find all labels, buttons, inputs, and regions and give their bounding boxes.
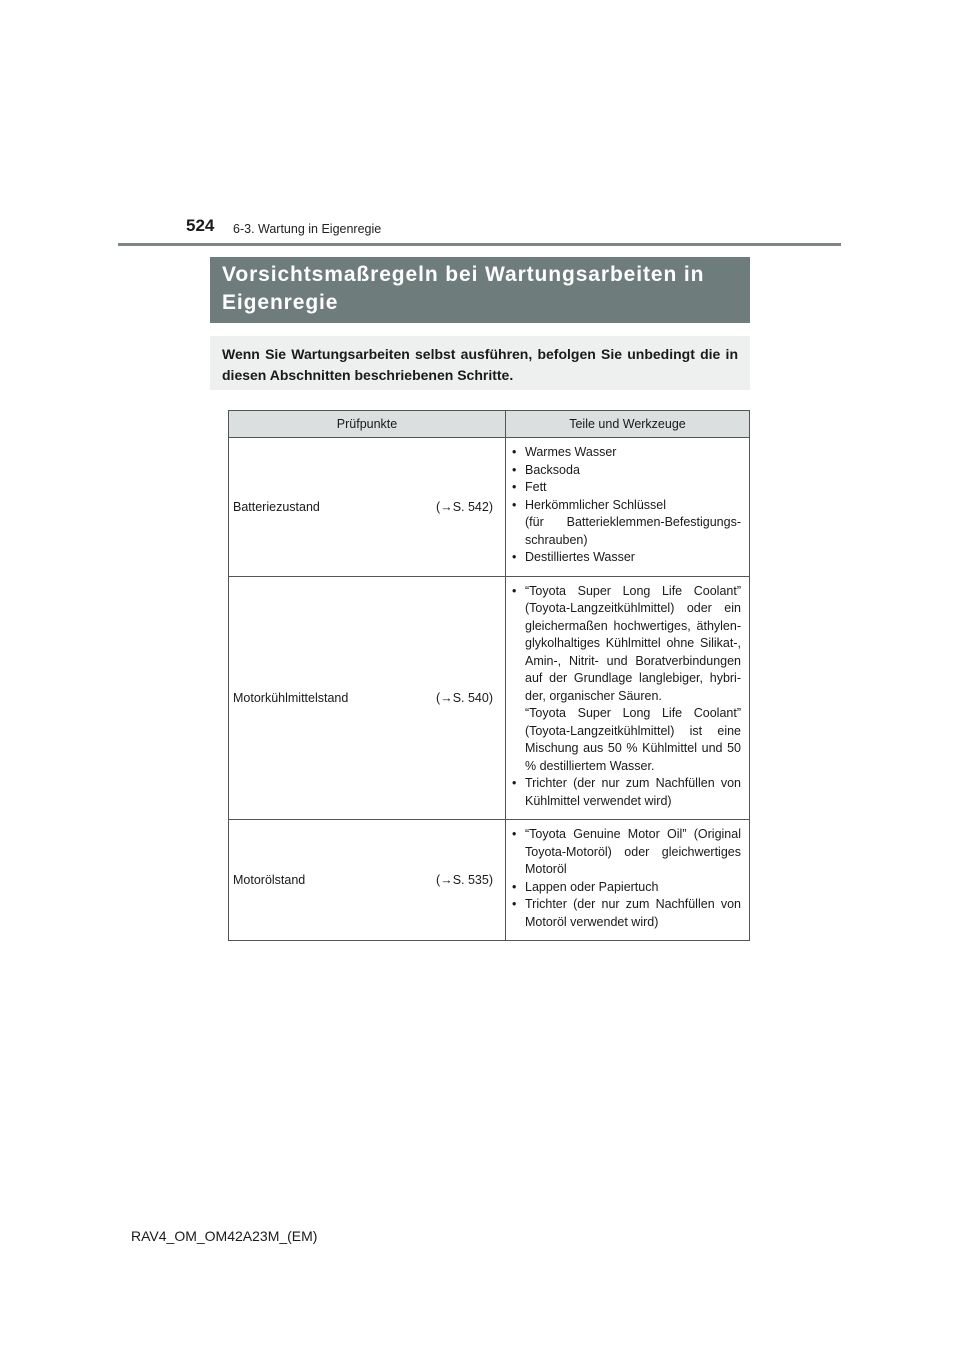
list-item-note: “Toyota Super Long Life Coolant” (Toyota-Langzeitkühlmittel) ist eine Mischung aus 50 % Kühlmittel und 50 % destilliertem Wasser. <box>525 706 741 773</box>
col-header-parts-tools: Teile und Werkzeuge <box>506 411 750 438</box>
table-row <box>229 576 750 820</box>
list-item: • Fett <box>512 480 547 494</box>
section-reference: 6-3. Wartung in Eigenregie <box>233 222 382 236</box>
page-title-line1: Vorsichtsmaßregeln bei Wartungsarbeiten in <box>222 263 705 286</box>
page-ref: (→S. 535) <box>436 873 493 887</box>
page-title <box>222 261 738 317</box>
list-item: • Lappen oder Papiertuch <box>512 879 659 894</box>
maintenance-table <box>228 410 750 941</box>
title-box <box>210 257 750 323</box>
list-item: • Destilliertes Wasser <box>512 550 635 564</box>
table-row <box>229 438 750 577</box>
list-item: • “Toyota Super Long Life Coolant” (Toyota-Langzeitkühlmittel) oder ein gleichermaßen hochwertiges, äthylen-glykolhaltiges Kühlmittel ohne Silikat-, Amin-, Nitrit- und Boratverbindungen auf der Grundlage langlebiger, hybri-der, organischer Säuren. “Toyota Super Long Life Coolant” (Toyota-Langzeitkühlmittel) ist eine Mischung aus 50 % Kühlmittel und 50 % destilliertem Wasser. <box>510 583 741 776</box>
intro-box <box>210 336 750 390</box>
list-item: • Trichter (der nur zum Nachfüllen von Kühlmittel verwendet wird) <box>512 776 741 808</box>
checkpoint-cell <box>229 438 506 577</box>
checkpoint-cell <box>229 820 506 941</box>
list-item-note: (für Batterieklemmen-Befestigungs-schrauben) <box>525 515 741 547</box>
tools-list <box>510 444 741 567</box>
page-ref: (→S. 540) <box>436 690 493 705</box>
tools-cell <box>506 576 750 820</box>
list-item: • “Toyota Genuine Motor Oil” (Original Toyota-Motoröl) oder gleichwertiges Motoröl <box>512 827 741 876</box>
list-item: • Backsoda <box>512 462 580 477</box>
intro-text: Wenn Sie Wartungsarbeiten selbst ausführen, befolgen Sie unbedingt die in diesen Abschnitten beschriebenen Schritte. <box>222 346 738 383</box>
checkpoint-name: Motorkühlmittelstand <box>233 690 349 705</box>
page-title-line2: Eigenregie <box>222 291 339 314</box>
table-row <box>229 820 750 941</box>
footer-code: RAV4_OM_OM42A23M_(EM) <box>131 1228 318 1244</box>
page-ref: (→S. 542) <box>436 499 493 514</box>
tools-cell <box>506 820 750 941</box>
page-number: 524 <box>186 216 215 235</box>
list-item: • Herkömmlicher Schlüssel (für Batterieklemmen-Befestigungs-schrauben) <box>510 497 741 550</box>
list-item: • Trichter (der nur zum Nachfüllen von Motoröl verwendet wird) <box>512 897 741 929</box>
col-header-checkpoints: Prüfpunkte <box>229 411 506 438</box>
table-header-row <box>229 411 750 438</box>
checkpoint-name: Batteriezustand <box>233 499 320 514</box>
checkpoint-cell <box>229 576 506 820</box>
tools-cell <box>506 438 750 577</box>
header-rule <box>118 243 841 246</box>
list-item: • Warmes Wasser <box>512 445 617 459</box>
checkpoint-name: Motorölstand <box>233 873 306 887</box>
tools-list <box>510 583 741 811</box>
tools-list <box>510 826 741 931</box>
